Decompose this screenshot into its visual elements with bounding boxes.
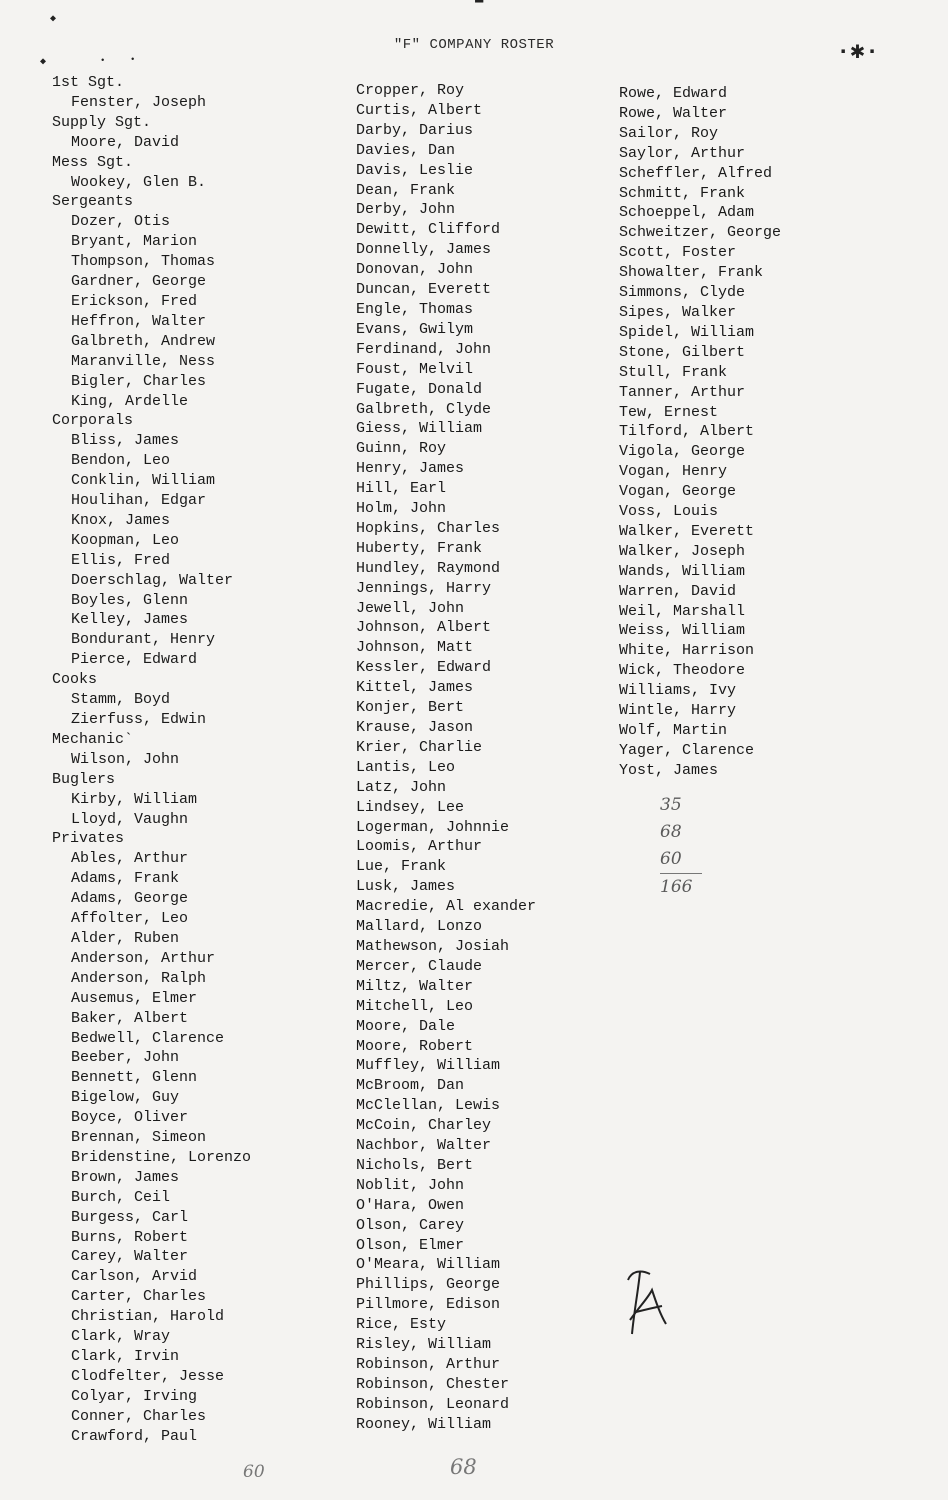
roster-name: Scott, Foster (619, 244, 737, 262)
roster-name: Conklin, William (71, 472, 216, 490)
roster-name: Kirby, William (71, 790, 198, 808)
handwritten-count: 60 (243, 1462, 265, 1482)
roster-name: Baker, Albert (71, 1009, 189, 1027)
roster-name: Mitchell, Leo (356, 997, 474, 1015)
handwritten-count: 68 (450, 1455, 477, 1479)
roster-name: Affolter, Leo (71, 910, 189, 928)
ink-mark: ▬ (475, 0, 484, 8)
roster-section-heading: Buglers (52, 770, 116, 788)
roster-name: Carlson, Arvid (71, 1268, 198, 1286)
roster-name: Rooney, William (356, 1415, 492, 1433)
roster-column-3 (600, 84, 781, 781)
roster-name: Robinson, Chester (356, 1375, 510, 1393)
roster-name: Duncan, Everett (356, 281, 492, 299)
roster-name: Galbreth, Andrew (71, 332, 216, 350)
roster-name: Houlihan, Edgar (71, 492, 207, 510)
roster-name: Ausemus, Elmer (71, 989, 198, 1007)
roster-name: Maranville, Ness (71, 352, 216, 370)
roster-name: Pillmore, Edison (356, 1296, 501, 1314)
roster-name: McBroom, Dan (356, 1077, 465, 1095)
tally-number: 68 (660, 822, 682, 842)
roster-name: Spidel, William (619, 323, 755, 341)
roster-column-1 (52, 73, 251, 1447)
roster-name: Davis, Leslie (356, 161, 474, 179)
roster-name: Krause, Jason (356, 719, 474, 736)
roster-name: Williams, Ivy (619, 682, 737, 700)
roster-name: Knox, James (71, 511, 171, 529)
roster-name: Burns, Robert (71, 1228, 189, 1246)
roster-section-heading: Mess Sgt. (52, 153, 134, 171)
roster-name: Lantis, Leo (356, 758, 456, 776)
roster-section-heading: Mechanic` (52, 730, 134, 748)
roster-name: White, Harrison (619, 642, 755, 660)
roster-name: Ellis, Fred (71, 551, 171, 569)
roster-name: Darby, Darius (356, 121, 474, 139)
roster-name: Tanner, Arthur (619, 383, 746, 401)
roster-name: Lue, Frank (356, 858, 447, 876)
handwritten-initials-signature (622, 1262, 672, 1342)
roster-name: Bendon, Leo (71, 452, 171, 470)
roster-name: Vogan, George (619, 483, 737, 501)
roster-name: Warren, David (619, 582, 737, 600)
roster-name: Clodfelter, Jesse (71, 1367, 225, 1385)
roster-section-heading: Privates (52, 830, 125, 848)
roster-name: Stull, Frank (619, 363, 728, 381)
roster-name: Wookey, Glen B. (71, 173, 207, 191)
roster-column-2 (337, 81, 536, 1435)
roster-name: Bigler, Charles (71, 372, 207, 390)
roster-name: Henry, James (356, 460, 465, 478)
roster-name: Krier, Charlie (356, 738, 483, 756)
roster-name: Beeber, John (71, 1049, 180, 1067)
roster-name: Wands, William (619, 562, 746, 580)
roster-section-heading: Cooks (52, 671, 98, 689)
roster-name: Stone, Gilbert (619, 343, 746, 361)
roster-name: Colyar, Irving (71, 1387, 198, 1405)
roster-name: Brown, James (71, 1168, 180, 1186)
roster-name: Tew, Ernest (619, 403, 719, 421)
roster-name: Noblit, John (356, 1176, 465, 1194)
roster-name: Sailor, Roy (619, 124, 719, 142)
roster-name: Bliss, James (71, 432, 180, 450)
tally-total: 166 (660, 873, 702, 901)
roster-name: Wolf, Martin (619, 722, 728, 739)
handwritten-tally (660, 792, 702, 901)
roster-name: O'Hara, Owen (356, 1196, 465, 1214)
roster-name: Lindsey, Lee (356, 798, 465, 816)
ink-mark: • (130, 55, 136, 65)
roster-name: Moore, Dale (356, 1017, 456, 1035)
roster-name: Wintle, Harry (619, 702, 737, 720)
roster-name: Vigola, George (619, 443, 746, 461)
roster-name: Rowe, Edward (619, 85, 728, 102)
roster-name: Moore, Robert (356, 1037, 474, 1055)
roster-name: Bondurant, Henry (71, 631, 216, 649)
roster-name: Fenster, Joseph (71, 93, 207, 111)
roster-name: Scheffler, Alfred (619, 164, 773, 182)
roster-name: Wick, Theodore (619, 662, 746, 680)
ink-mark: • (100, 56, 106, 66)
roster-name: Kelley, James (71, 611, 189, 629)
roster-name: Hundley, Raymond (356, 559, 501, 577)
roster-name: Erickson, Fred (71, 292, 198, 310)
roster-name: McClellan, Lewis (356, 1097, 501, 1115)
roster-name: Jewell, John (356, 599, 465, 617)
roster-name: Evans, Gwilym (356, 320, 474, 338)
roster-name: Foust, Melvil (356, 360, 474, 378)
roster-name: Davies, Dan (356, 141, 456, 159)
roster-name: Miltz, Walter (356, 977, 474, 995)
roster-name: Donovan, John (356, 261, 474, 279)
roster-name: Bryant, Marion (71, 233, 198, 251)
roster-name: Galbreth, Clyde (356, 400, 492, 418)
roster-name: Dean, Frank (356, 181, 456, 199)
roster-name: Logerman, Johnnie (356, 818, 510, 836)
roster-name: Gardner, George (71, 273, 207, 291)
roster-name: Kittel, James (356, 679, 474, 697)
roster-name: Walker, Everett (619, 522, 755, 540)
roster-name: Derby, John (356, 201, 456, 219)
roster-name: Holm, John (356, 500, 447, 518)
roster-name: Burgess, Carl (71, 1208, 189, 1226)
ink-mark: ◆ (40, 57, 47, 68)
roster-name: Dozer, Otis (71, 213, 171, 231)
roster-name: Jennings, Harry (356, 579, 492, 597)
roster-name: Stamm, Boyd (71, 691, 171, 709)
roster-name: Latz, John (356, 778, 447, 796)
roster-name: O'Meara, William (356, 1256, 501, 1274)
roster-name: Cropper, Roy (356, 82, 465, 99)
roster-name: Bennett, Glenn (71, 1069, 198, 1087)
roster-section-heading: Corporals (52, 412, 134, 430)
roster-name: Macredie, Al exander (356, 898, 537, 916)
roster-name: Anderson, Ralph (71, 969, 207, 987)
roster-name: Robinson, Leonard (356, 1395, 510, 1413)
roster-name: Thompson, Thomas (71, 253, 216, 271)
roster-name: Clark, Irvin (71, 1348, 180, 1365)
roster-name: Dewitt, Clifford (356, 221, 501, 239)
roster-name: Bedwell, Clarence (71, 1029, 225, 1047)
tally-number: 35 (660, 795, 682, 815)
roster-section-heading: 1st Sgt. (52, 74, 125, 91)
roster-name: Burch, Ceil (71, 1188, 171, 1206)
roster-name: Pierce, Edward (71, 651, 198, 669)
roster-name: Donnelly, James (356, 241, 492, 259)
roster-name: Schweitzer, George (619, 224, 782, 242)
roster-name: Mercer, Claude (356, 957, 483, 975)
roster-name: Schmitt, Frank (619, 184, 746, 202)
roster-name: Hill, Earl (356, 480, 447, 498)
roster-name: Olson, Elmer (356, 1236, 465, 1254)
roster-name: Engle, Thomas (356, 300, 474, 318)
page-title: "F" COMPANY ROSTER (393, 37, 555, 53)
roster-name: Adams, Frank (71, 870, 180, 888)
roster-name: Tilford, Albert (619, 423, 755, 441)
roster-name: Crawford, Paul (71, 1427, 198, 1445)
roster-name: Loomis, Arthur (356, 838, 483, 856)
roster-name: Doerschlag, Walter (71, 571, 234, 589)
roster-name: Moore, David (71, 133, 180, 151)
roster-name: Carter, Charles (71, 1288, 207, 1306)
ink-mark: ·✱· (836, 39, 880, 66)
roster-name: Phillips, George (356, 1276, 501, 1294)
roster-name: Olson, Carey (356, 1216, 465, 1234)
roster-name: Simmons, Clyde (619, 284, 746, 302)
roster-name: Curtis, Albert (356, 101, 483, 119)
roster-name: Lusk, James (356, 878, 456, 896)
roster-name: Koopman, Leo (71, 531, 180, 549)
roster-name: Clark, Wray (71, 1328, 171, 1346)
ink-mark: ◆ (50, 14, 57, 25)
roster-name: Nichols, Bert (356, 1156, 474, 1174)
roster-name: McCoin, Charley (356, 1117, 492, 1135)
roster-name: Brennan, Simeon (71, 1129, 207, 1147)
roster-name: Weiss, William (619, 622, 746, 640)
roster-name: Christian, Harold (71, 1308, 225, 1326)
roster-name: Mallard, Lonzo (356, 918, 483, 936)
roster-name: Bigelow, Guy (71, 1089, 180, 1107)
roster-name: Risley, William (356, 1336, 492, 1354)
roster-name: Zierfuss, Edwin (71, 711, 207, 728)
roster-name: Johnson, Matt (356, 639, 474, 657)
roster-name: Schoeppel, Adam (619, 204, 755, 222)
roster-name: Giess, William (356, 420, 483, 438)
roster-name: Rowe, Walter (619, 104, 728, 122)
roster-name: Weil, Marshall (619, 602, 746, 620)
roster-name: Wilson, John (71, 750, 180, 768)
roster-name: Boyles, Glenn (71, 591, 189, 609)
roster-name: Vogan, Henry (619, 463, 728, 481)
roster-name: Sipes, Walker (619, 303, 737, 321)
roster-name: Huberty, Frank (356, 539, 483, 557)
roster-name: Alder, Ruben (71, 929, 180, 947)
roster-name: Boyce, Oliver (71, 1109, 189, 1127)
tally-number: 60 (660, 849, 682, 869)
roster-section-heading: Supply Sgt. (52, 113, 152, 131)
roster-name: Hopkins, Charles (356, 519, 501, 537)
roster-name: Yost, James (619, 761, 719, 779)
roster-name: Rice, Esty (356, 1316, 447, 1334)
roster-name: Konjer, Bert (356, 699, 465, 717)
roster-name: Heffron, Walter (71, 312, 207, 330)
roster-name: Kessler, Edward (356, 659, 492, 677)
roster-name: Anderson, Arthur (71, 949, 216, 967)
roster-name: Yager, Clarence (619, 741, 755, 759)
roster-name: Guinn, Roy (356, 440, 447, 458)
roster-name: Nachbor, Walter (356, 1137, 492, 1155)
roster-name: Ables, Arthur (71, 850, 189, 868)
roster-name: Saylor, Arthur (619, 144, 746, 162)
roster-name: Ferdinand, John (356, 340, 492, 358)
roster-name: Carey, Walter (71, 1248, 189, 1266)
roster-name: Muffley, William (356, 1057, 501, 1075)
roster-name: Showalter, Frank (619, 264, 764, 282)
roster-name: Walker, Joseph (619, 542, 746, 560)
roster-name: Lloyd, Vaughn (71, 810, 189, 828)
roster-name: King, Ardelle (71, 392, 189, 410)
roster-name: Voss, Louis (619, 503, 719, 521)
roster-name: Conner, Charles (71, 1407, 207, 1425)
roster-name: Bridenstine, Lorenzo (71, 1148, 252, 1166)
roster-name: Fugate, Donald (356, 380, 483, 398)
roster-name: Adams, George (71, 890, 189, 908)
roster-name: Mathewson, Josiah (356, 937, 510, 955)
roster-name: Johnson, Albert (356, 619, 492, 637)
roster-section-heading: Sergeants (52, 193, 134, 211)
roster-name: Robinson, Arthur (356, 1356, 501, 1373)
